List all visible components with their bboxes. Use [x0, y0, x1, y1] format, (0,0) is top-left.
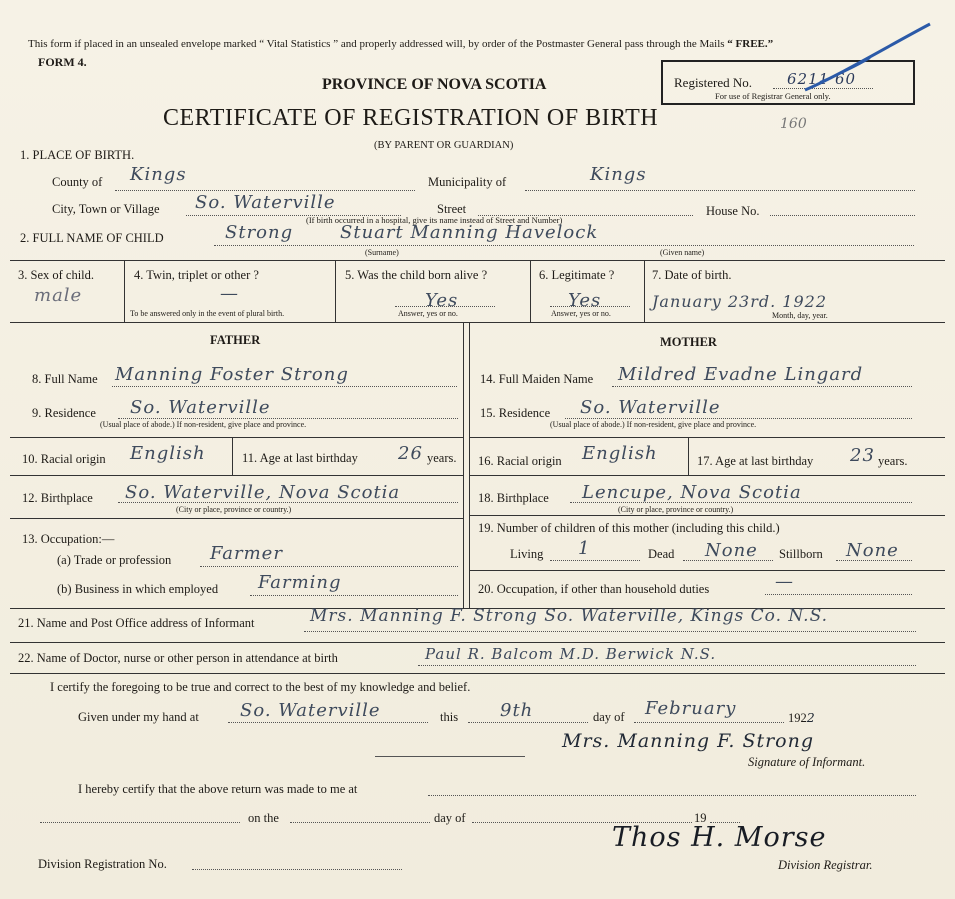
dead-label: Dead [648, 547, 675, 561]
alive-value: Yes [425, 290, 459, 311]
city-label: City, Town or Village [52, 202, 160, 216]
street-label: Street [437, 202, 467, 216]
county-label: County of [52, 175, 103, 189]
registered-note: For use of Registrar General only. [715, 91, 831, 101]
mother-name-label: 14. Full Maiden Name [480, 372, 594, 386]
child-surname-value: Strong [225, 222, 294, 243]
father-racial-label: 10. Racial origin [22, 452, 106, 466]
father-business-label: (b) Business in which employed [57, 582, 219, 596]
mother-age-value: 23 [850, 445, 875, 466]
father-occupation-label: 13. Occupation:— [22, 532, 115, 546]
dob-label: 7. Date of birth. [652, 268, 732, 282]
legit-note: Answer, yes or no. [551, 309, 611, 318]
registrar-year-label: 19 [694, 811, 707, 825]
living-label: Living [510, 547, 544, 561]
city-value: So. Waterville [195, 192, 336, 213]
mother-children-label: 19. Number of children of this mother (including this child.) [478, 521, 780, 535]
dayof-label: day of [593, 710, 625, 724]
living-value: 1 [578, 538, 591, 559]
certification-statement: I certify the foregoing to be true and correct to the best of my knowledge and belief. [50, 680, 471, 694]
mother-years-label: years. [878, 454, 908, 468]
municipality-label: Municipality of [428, 175, 507, 189]
father-years-label: years. [427, 451, 457, 465]
father-racial-value: English [130, 443, 206, 464]
alive-note: Answer, yes or no. [398, 309, 458, 318]
dead-value: None [705, 540, 758, 561]
twin-note: To be answered only in the event of plural birth. [130, 309, 285, 318]
signature-caption: Signature of Informant. [748, 755, 866, 769]
father-trade-label: (a) Trade or profession [57, 553, 172, 567]
mother-age-label: 17. Age at last birthday [697, 454, 814, 468]
division-registrar-caption: Division Registrar. [778, 858, 873, 872]
given-label: Given under my hand at [78, 710, 199, 724]
father-name-label: 8. Full Name [32, 372, 98, 386]
father-business-value: Farming [258, 572, 342, 593]
twin-value: — [220, 283, 239, 304]
month-value: February [645, 698, 737, 719]
child-given-value: Stuart Manning Havelock [340, 222, 599, 243]
year-label: 1922 [788, 710, 815, 725]
dob-note: Month, day, year. [772, 311, 828, 320]
twin-label: 4. Twin, triplet or other ? [134, 268, 259, 282]
house-label: House No. [706, 204, 760, 218]
postal-notice: This form if placed in an unsealed envelope marked “ Vital Statistics ” and properly addressed will, by order of the Postmaster General pass through the Mails “ FREE.” [28, 38, 774, 50]
mother-heading: MOTHER [660, 335, 717, 349]
municipality-value: Kings [590, 164, 647, 185]
on-the-label: on the [248, 811, 279, 825]
registrar-statement: I hereby certify that the above return was made to me at [78, 782, 358, 796]
mother-occupation-label: 20. Occupation, if other than household duties [478, 582, 710, 596]
mother-birthplace-note: (City or place, province or country.) [618, 505, 734, 514]
mother-occupation-value: — [775, 571, 794, 592]
doctor-label: 22. Name of Doctor, nurse or other person in attendance at birth [18, 651, 338, 665]
mother-racial-label: 16. Racial origin [478, 454, 562, 468]
dob-value: January 23rd. 1922 [652, 292, 828, 311]
given-caption: (Given name) [660, 248, 705, 257]
province-heading: PROVINCE OF NOVA SCOTIA [322, 76, 547, 93]
mother-birthplace-value: Lencupe, Nova Scotia [582, 482, 802, 503]
father-heading: FATHER [210, 333, 261, 347]
father-age-label: 11. Age at last birthday [242, 451, 358, 465]
day-of-label: day of [434, 811, 466, 825]
form-number: FORM 4. [38, 55, 87, 69]
stillborn-label: Stillborn [779, 547, 823, 561]
division-registration-label: Division Registration No. [38, 857, 167, 871]
this-label: this [440, 710, 459, 724]
father-birthplace-value: So. Waterville, Nova Scotia [125, 482, 401, 503]
father-residence-note: (Usual place of abode.) If non-resident, give place and province. [100, 420, 307, 429]
certificate-title: CERTIFICATE OF REGISTRATION OF BIRTH [163, 105, 659, 131]
registrar-signature: Thos H. Morse [612, 822, 827, 853]
certificate-subtitle: (BY PARENT OR GUARDIAN) [374, 140, 514, 151]
stamp-number: 160 [780, 116, 807, 132]
father-age-value: 26 [398, 443, 423, 464]
legit-value: Yes [568, 290, 602, 311]
hospital-note: (If birth occurred in a hospital, give its name instead of Street and Number) [306, 215, 563, 225]
place-of-birth-heading: 1. PLACE OF BIRTH. [20, 148, 135, 162]
county-value: Kings [130, 164, 187, 185]
sex-value: male [34, 285, 83, 306]
alive-label: 5. Was the child born alive ? [345, 268, 488, 282]
mother-birthplace-label: 18. Birthplace [478, 491, 549, 505]
father-birthplace-label: 12. Birthplace [22, 491, 93, 505]
father-trade-value: Farmer [210, 543, 283, 564]
father-birthplace-note: (City or place, province or country.) [176, 505, 292, 514]
informant-signature: Mrs. Manning F. Strong [562, 730, 815, 752]
father-residence-value: So. Waterville [130, 397, 271, 418]
mother-name-value: Mildred Evadne Lingard [618, 364, 864, 385]
legit-label: 6. Legitimate ? [539, 268, 615, 282]
stillborn-value: None [846, 540, 899, 561]
day-value: 9th [500, 700, 534, 721]
informant-label: 21. Name and Post Office address of Informant [18, 616, 255, 630]
surname-caption: (Surname) [365, 248, 399, 257]
mother-residence-label: 15. Residence [480, 406, 551, 420]
registered-label: Registered No. [674, 75, 752, 90]
given-place: So. Waterville [240, 700, 381, 721]
blue-check-mark [800, 20, 940, 100]
mother-residence-value: So. Waterville [580, 397, 721, 418]
father-residence-label: 9. Residence [32, 406, 96, 420]
mother-racial-value: English [582, 443, 658, 464]
sex-label: 3. Sex of child. [18, 268, 95, 282]
child-name-label: 2. FULL NAME OF CHILD [20, 231, 164, 245]
registered-value: 6211 60 [787, 70, 857, 88]
father-name-value: Manning Foster Strong [115, 364, 349, 385]
mother-residence-note: (Usual place of abode.) If non-resident, give place and province. [550, 420, 757, 429]
doctor-value: Paul R. Balcom M.D. Berwick N.S. [425, 645, 717, 663]
informant-value: Mrs. Manning F. Strong So. Waterville, Kings Co. N.S. [310, 606, 829, 626]
